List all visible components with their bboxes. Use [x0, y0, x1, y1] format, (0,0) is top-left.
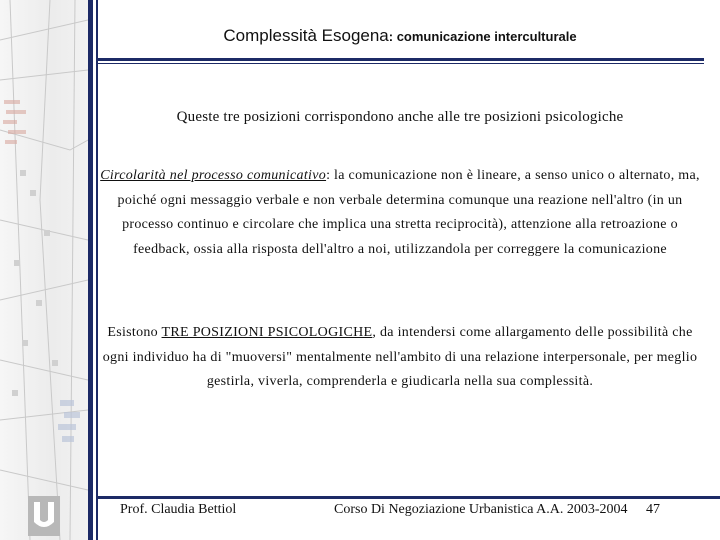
footer-author: Prof. Claudia Bettiol [120, 502, 237, 517]
university-logo [28, 496, 60, 536]
title-main: Complessità Esogena [223, 26, 389, 45]
title-divider-thin [96, 63, 704, 64]
positions-text: , da intendersi come allargamento delle possibilità che ogni individuo ha di "muoversi" mentalmente nell'ambito di una relazione interpersonale, per meglio gestirla, viverla, comprenderla e giudicarla nella sua complessità. [102, 325, 698, 389]
title-sub: : comunicazione interculturale [388, 29, 577, 44]
footer-course: Corso Di Negoziazione Urbanistica A.A. 2003-2004 [334, 502, 628, 517]
slide-subtitle: Queste tre posizioni corrispondono anche alle tre posizioni psicologiche [176, 109, 624, 125]
title-divider [96, 58, 704, 61]
footer-divider [96, 496, 720, 499]
slide-title [96, 26, 704, 46]
vertical-accent-bar [88, 0, 93, 540]
paragraph-positions [100, 321, 700, 395]
circularity-text: : la comunicazione non è lineare, a senso unico o alternato, ma, poiché ogni messaggio verbale e non verbale determina comunque una reazione nell'altro (in un processo continuo e circolare che implica una stretta reciprocità), attenzione alla retroazione o feedback, ossia alla risposta dell'altro a noi, utilizzandola per correggere la comunicazione [117, 168, 700, 257]
page-number: 47 [646, 502, 660, 517]
paragraph-circularity [100, 164, 700, 262]
city-map-graphic [0, 0, 88, 540]
vertical-accent-line [96, 0, 98, 540]
circularity-label: Circolarità nel processo comunicativo [100, 168, 327, 183]
positions-label: TRE POSIZIONI PSICOLOGICHE [161, 325, 373, 340]
positions-prefix: Esistono [107, 325, 162, 340]
decorative-map-strip [0, 0, 88, 540]
